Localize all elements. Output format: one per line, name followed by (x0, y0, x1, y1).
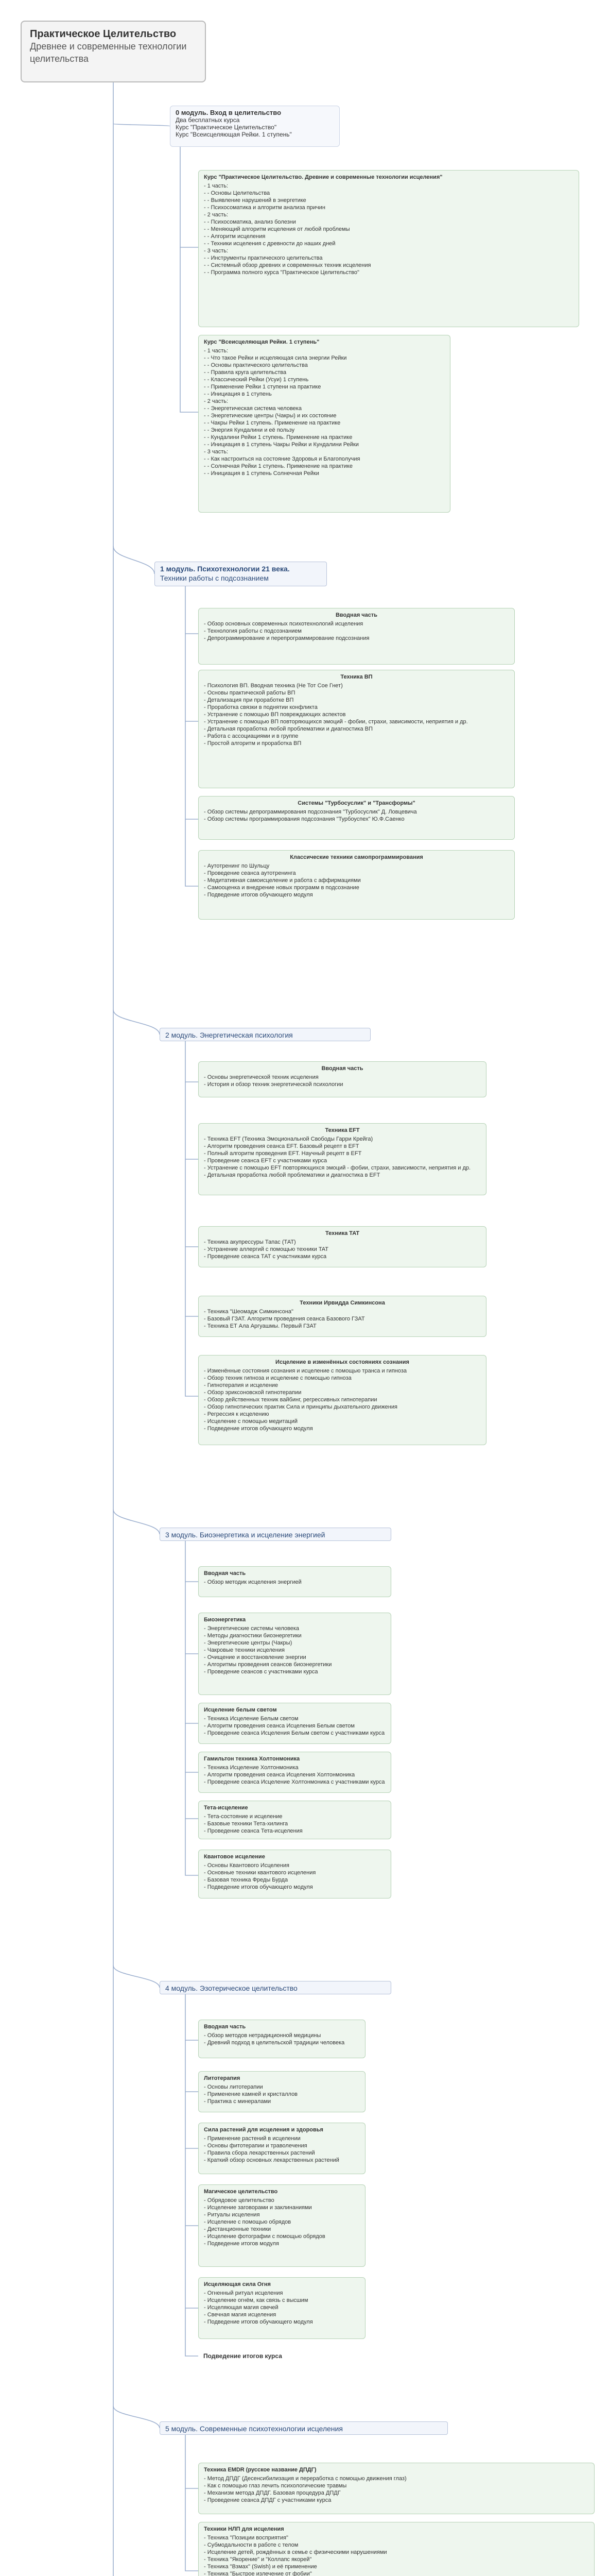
root-title: Практическое Целительство (30, 28, 177, 40)
connector (185, 1041, 198, 1082)
course1-card-item: - 2 часть: (204, 211, 573, 218)
m1-intro-card (198, 608, 515, 665)
course2-card-item: - 1 часть: (204, 347, 445, 354)
m5-emdr-card-item: - Механизм метода ДПДГ. Базовая процедура ДПДГ (204, 2489, 589, 2497)
m4-fire-card-items (204, 2290, 360, 2326)
root-node (21, 21, 206, 82)
m5-emdr-card (198, 2463, 595, 2514)
course2-card-item: - 3 часть: (204, 448, 445, 455)
course2-card-items (204, 347, 445, 477)
connector (185, 2148, 198, 2226)
m2-simko-card-item: - Техника "Шеомадж Симкинсона" (204, 1308, 481, 1315)
m2-states-card-item: - Исцеление с помощью медитаций (204, 1418, 481, 1425)
course2-card-item: - - Правила круга целительства (204, 369, 445, 376)
m1-intro-card-item: - Обзор основных современных психотехнологий исцеления (204, 620, 509, 628)
m2-simko-card-items (204, 1308, 481, 1330)
m4-magic-card-items (204, 2197, 360, 2247)
m3-golden-card-item: - Алгоритм проведения сеанса Исцеления Холтонмоника (204, 1771, 386, 1778)
m3-theta-card-title: Тета-исцеление (204, 1805, 248, 1811)
m4-fire-card-item: - Исцеление огнём, как связь с высшим (204, 2297, 360, 2304)
m4-fire-card-item: - Свечная магия исцеления (204, 2311, 360, 2318)
m4-magic-card-item: - Ритуалы исцеления (204, 2211, 360, 2218)
m3-bio-card-item: - Чакровые техники исцеления (204, 1647, 386, 1654)
module0-box[interactable] (170, 106, 340, 147)
m4-lith-card (198, 2071, 366, 2112)
m3-quantum-card-item: - Базовая техника Фреды Бурда (204, 1876, 386, 1884)
m2-states-card-item: - Обзор гипнотических практик Сила и принципы дыхательного движения (204, 1403, 481, 1411)
connector (185, 2040, 198, 2092)
m5-nlp-card-item: - Техника "Взмах" (Swish) и её применение (204, 2563, 589, 2570)
connector (185, 1723, 198, 1772)
m3-golden-card-title: Гамильтон техника Холтонмоника (204, 1756, 300, 1762)
m3-bio-card-item: - Проведение сеансов с участниками курса (204, 1668, 386, 1675)
m3-quantum-card-title: Квантовое исцеление (204, 1854, 265, 1860)
m2-states-card-items (204, 1367, 481, 1432)
m5-nlp-card (198, 2522, 595, 2576)
connector (185, 2308, 198, 2356)
root-subtitle: Древнее и современные технологии целительства (30, 41, 187, 64)
m4-magic-card-item: - Подведение итогов модуля (204, 2240, 360, 2247)
connector (113, 1010, 160, 1035)
connector (113, 1965, 160, 1988)
m2-states-card-item: - Обзор действенных техник вайбинг, регрессивных гипнотерапии (204, 1396, 481, 1403)
m4-lith-card-title: Литотерапия (204, 2075, 240, 2081)
m2-eft-card-items (204, 1136, 481, 1179)
course1-card-item: - - Системный обзор древних и современных техник исцеления (204, 262, 573, 269)
connector (185, 1654, 198, 1723)
m1-turbo-card-item: - Обзор системы депрограммирования подсознания "Турбосуслик" Д. Ловцевича (204, 808, 509, 816)
m1-intro-card-item: - Депрограммирование и перепрограммирование подсознания (204, 635, 509, 642)
m2-states-card-title: Исцеление в изменённых состояниях сознания (275, 1359, 409, 1365)
m4-lith-card-items (204, 2083, 360, 2105)
course2-card-item: - - Что такое Рейки и исцеляющая сила энергии Рейки (204, 354, 445, 362)
m4-magic-card (198, 2184, 366, 2267)
module1-sub: Техники работы с подсознанием (160, 574, 269, 582)
m4-magic-card-item: - Дистанционные техники (204, 2226, 360, 2233)
connector (185, 1582, 198, 1654)
m1-classic-card-item: - Самооценка и внедрение новых программ в подсознание (204, 884, 509, 891)
m4-fire-card-item: - Исцеляющая магия свечей (204, 2304, 360, 2311)
m1-tvp-card-item: - Устранение с помощью ВП повторяющихся эмоций - фобии, страхи, зависимости, неприятия и др. (204, 718, 509, 725)
course2-card (198, 335, 450, 513)
m2-intro-card-item: - Основы энергетической техник исцеления (204, 1074, 481, 1081)
m2-simko-card-item: - Техника ЕТ Ала Аргуашмы. Первый ГЗАТ (204, 1323, 481, 1330)
m5-nlp-card-items (204, 2534, 589, 2576)
m4-magic-card-title: Магическое целительство (204, 2189, 278, 2195)
m4-magic-card-item: - Исцеление фотографии с помощью обрядов (204, 2233, 360, 2240)
module1-label: 1 модуль. Психотехнологии 21 века. (160, 565, 290, 573)
m3-white-card-item: - Алгоритм проведения сеанса Исцеления Белым светом (204, 1722, 386, 1730)
m2-states-card-item: - Подведение итогов обучающего модуля (204, 1425, 481, 1432)
m3-white-card-item: - Техника Исцеление Белым светом (204, 1715, 386, 1722)
course1-card-item: - - Основы Целительства (204, 190, 573, 197)
connector (180, 147, 198, 247)
m5-nlp-card-item: - Субмодальности в работе с телом (204, 2541, 589, 2549)
course2-card-item: - - Как настроиться на состояние Здоровья и Благополучия (204, 455, 445, 463)
m4-intro-card-items (204, 2032, 360, 2046)
course1-card-item: - - Меняющий алгоритм исцеления от любой проблемы (204, 226, 573, 233)
m1-classic-card-item: - Проведение сеанса аутотренинга (204, 870, 509, 877)
course2-card-title: Курс "Всеисцеляющая Рейки. 1 ступень" (204, 339, 320, 345)
course1-card-item: - - Техники исцеления с древности до наших дней (204, 240, 573, 247)
connector (185, 1159, 198, 1247)
m1-tvp-card-item: - Детализация при проработке ВП (204, 697, 509, 704)
connector (113, 546, 154, 574)
m1-turbo-card (198, 796, 515, 840)
course2-card-item: - - Классический Рейки (Усуи) 1 ступень (204, 376, 445, 383)
connector (113, 124, 170, 126)
m3-theta-card-item: - Проведение сеанса Тета-исцеления (204, 1827, 386, 1835)
course2-card-item: - - Основы практического целительства (204, 362, 445, 369)
course2-card-item: - - Инициация в 1 ступень (204, 391, 445, 398)
m3-theta-card-items (204, 1813, 386, 1835)
m1-tvp-card-item: - Основы практической работы ВП (204, 689, 509, 697)
course2-card-item: - 2 часть: (204, 398, 445, 405)
course2-card-item: - - Энергетическая система человека (204, 405, 445, 412)
m4-fire-card-title: Исцеляющая сила Огня (204, 2281, 271, 2287)
course1-card-items (204, 182, 573, 276)
m4-magic-card-item: - Исцеление с помощью обрядов (204, 2218, 360, 2226)
m3-golden-card-item: - Проведение сеанса Исцеление Холтонмоника с участниками курса (204, 1778, 386, 1786)
m3-intro-card (198, 1566, 391, 1597)
m2-intro-card (198, 1061, 486, 1097)
m5-emdr-card-item: - Проведение сеанса ДПДГ с участниками курса (204, 2497, 589, 2504)
connector (185, 2435, 198, 2488)
connector (185, 586, 198, 634)
course1-card-title: Курс "Практическое Целительство. Древние и современные технологии исцеления" (204, 174, 443, 180)
connector (185, 2092, 198, 2148)
course1-card (198, 170, 579, 327)
m4-intro-card-item: - Обзор методов нетрадиционной медицины (204, 2032, 360, 2039)
m3-intro-card-item: - Обзор методик исцеления энергией (204, 1579, 386, 1586)
m3-quantum-card-item: - Основы Квантового Исцеления (204, 1862, 386, 1869)
m5-nlp-card-title: Техники НЛП для исцеления (204, 2526, 284, 2532)
m3-bio-card-item: - Энергетические системы человека (204, 1625, 386, 1632)
m4-intro-card-item: - Древний подход в целительской традиции человека (204, 2039, 360, 2046)
m2-eft-card-item: - Детальная проработка любой проблематики и диагностика в EFT (204, 1172, 481, 1179)
m2-states-card-item: - Гипнотерапия и исцеление (204, 1382, 481, 1389)
module4-box[interactable]: 4 модуль. Эзотерическое целительство (160, 1981, 391, 1994)
course1-card-item: - - Психосоматика, анализ болезни (204, 218, 573, 226)
module2-box[interactable]: 2 модуль. Энергетическая психология (160, 1028, 371, 1041)
m2-states-card-item: - Обзор эриксоновской гипнотерапии (204, 1389, 481, 1396)
m2-eft-card-item: - Полный алгоритм проведения EFT. Научный рецепт в EFT (204, 1150, 481, 1157)
course2-card-item: - - Чакры Рейки 1 ступень. Применение на практике (204, 419, 445, 427)
m2-tat-card (198, 1226, 486, 1267)
m2-tat-card-item: - Техника акупрессуры Тапас (ТАТ) (204, 1239, 481, 1246)
module0-line: Два бесплатных курса (176, 116, 240, 124)
m3-bio-card-item: - Энергетические центры (Чакры) (204, 1639, 386, 1647)
course2-card-item: - - Энергия Кундалини и её пользу (204, 427, 445, 434)
m2-eft-card-item: - Техника EFT (Техника Эмоциональной Свободы Гарри Крейга) (204, 1136, 481, 1143)
m4-magic-card-item: - Исцеление заговорами и заклинаниями (204, 2204, 360, 2211)
m5-emdr-card-item: - Метод ДПДГ (Десенсибилизация и переработка с помощью движения глаз) (204, 2475, 589, 2482)
m2-simko-card-title: Техники Ирвидда Симкинсона (300, 1300, 385, 1306)
connector (180, 247, 198, 412)
m3-intro-card-title: Вводная часть (204, 1570, 246, 1577)
m2-intro-card-item: - История и обзор техник энергетической психологии (204, 1081, 481, 1088)
m2-intro-card-items (204, 1074, 481, 1088)
m2-eft-card-title: Техника EFT (325, 1127, 360, 1133)
m2-tat-card-items (204, 1239, 481, 1260)
m2-states-card-item: - Изменённые состояния сознания и исцеление с помощью транса и гипноза (204, 1367, 481, 1375)
m2-intro-card-title: Вводная часть (321, 1065, 363, 1072)
m4-intro-card (198, 2020, 366, 2058)
m1-tvp-card-items (204, 682, 509, 747)
m1-tvp-card-title: Техника ВП (340, 674, 373, 680)
course1-card-item: - 3 часть: (204, 247, 573, 255)
m1-tvp-card-item: - Устранение с помощью ВП повреждающих аспектов (204, 711, 509, 718)
connector (185, 1541, 198, 1582)
course2-card-item: - - Кундалини Рейки 1 ступень. Применение на практике (204, 434, 445, 441)
course1-card-item: - 1 часть: (204, 182, 573, 190)
m3-bio-card-items (204, 1625, 386, 1675)
m4-herb-card-item: - Основы фитотерапии и траволечения (204, 2142, 360, 2149)
m1-tvp-card-item: - Проработка связки в поднятии конфликта (204, 704, 509, 711)
m3-white-card-item: - Проведение сеанса Исцеления Белым светом с участниками курса (204, 1730, 386, 1737)
m3-quantum-card-item: - Подведение итогов обучающего модуля (204, 1884, 386, 1891)
m4-herb-card-title: Сила растений для исцеления и здоровья (204, 2127, 323, 2133)
m3-quantum-card (198, 1850, 391, 1899)
connector (185, 1819, 198, 1875)
m4-herb-card-items (204, 2135, 360, 2164)
m1-classic-card-items (204, 862, 509, 899)
m3-bio-card-item: - Очищение и восстановление энергии (204, 1654, 386, 1661)
m3-theta-card (198, 1801, 391, 1839)
connector (185, 819, 198, 886)
connector (185, 2488, 198, 2571)
m2-tat-card-title: Техника TAT (325, 1230, 360, 1236)
module0-label: 0 модуль. Вход в целительство (176, 109, 282, 116)
connector (113, 1510, 160, 1534)
m3-quantum-card-items (204, 1862, 386, 1891)
module5-box[interactable]: 5 модуль. Современные психотехнологии исцеления (160, 2421, 448, 2435)
m3-theta-card-item: - Базовые техники Тета-хилинга (204, 1820, 386, 1827)
connector (185, 721, 198, 819)
m5-nlp-card-item: - Техника "Якорение" и "Коллапс якорей" (204, 2556, 589, 2563)
course1-card-item: - - Выявление нарушений в энергетике (204, 197, 573, 204)
m4-magic-card-item: - Обрядовое целительство (204, 2197, 360, 2204)
m3-golden-card (198, 1752, 391, 1793)
m5-nlp-card-item: - Техника "Позиции восприятия" (204, 2534, 589, 2541)
connector (185, 634, 198, 721)
m4-lith-card-item: - Применение камней и кристаллов (204, 2091, 360, 2098)
m1-turbo-card-item: - Обзор системы программирования подсознания "Турбоуспех" Ю.Ф.Саенко (204, 816, 509, 823)
m5-nlp-card-item: - Исцеление детей, рождённых в семье с физическими нарушениями (204, 2549, 589, 2556)
m2-eft-card-item: - Проведение сеанса EFT с участниками курса (204, 1157, 481, 1164)
m3-bio-card-item: - Алгоритмы проведения сеансов биоэнергетики (204, 1661, 386, 1668)
m1-intro-card-title: Вводная часть (335, 612, 378, 618)
m4-lith-card-item: - Основы литотерапии (204, 2083, 360, 2091)
m4-herb-card-item: - Применение растений в исцелении (204, 2135, 360, 2142)
m4-herb-card (198, 2123, 366, 2174)
m2-states-card-item: - Обзор техник гипноза и исцеление с помощью гипноза (204, 1375, 481, 1382)
m4-herb-card-item: - Правила сбора лекарственных растений (204, 2149, 360, 2157)
m5-nlp-card-item: - Техника "Быстрое излечение от фобии" (204, 2570, 589, 2576)
course2-card-item: - - Энергетические центры (Чакры) и их состояние (204, 412, 445, 419)
m2-eft-card-item: - Алгоритм проведения сеанса EFT. Базовый рецепт в EFT (204, 1143, 481, 1150)
m1-turbo-card-title: Системы "Турбосуслик" и "Трансформы" (298, 800, 415, 806)
m1-classic-card-item: - Подведение итогов обучающего модуля (204, 891, 509, 899)
m1-intro-card-item: - Технология работы с подсознанием (204, 628, 509, 635)
course2-card-item: - - Солнечная Рейки 1 ступень. Применение на практике (204, 463, 445, 470)
connector (185, 1082, 198, 1159)
course2-card-item: - - Инициация в 1 ступень Солнечная Рейки (204, 470, 445, 477)
m4-fire-card (198, 2277, 366, 2339)
m3-bio-card-item: - Методы диагностики биоэнергетики (204, 1632, 386, 1639)
m3-white-card-items (204, 1715, 386, 1737)
connector (185, 1316, 198, 1396)
m2-simko-card (198, 1296, 486, 1337)
m3-intro-card-items (204, 1579, 386, 1586)
m1-tvp-card-item: - Детальная проработка любой проблематики и диагностика ВП (204, 725, 509, 733)
m2-tat-card-item: - Проведение сеанса ТАТ с участниками курса (204, 1253, 481, 1260)
m1-classic-card-title: Классические техники самопрограммирования (290, 854, 423, 860)
connector (185, 1247, 198, 1316)
m1-tvp-card-item: - Работа с ассоциациями и в группе (204, 733, 509, 740)
m4-lith-card-item: - Практика с минералами (204, 2098, 360, 2105)
m4-fire-card-item: - Подведение итогов обучающего модуля (204, 2318, 360, 2326)
module3-box[interactable]: 3 модуль. Биоэнергетика и исцеление энергией (160, 1528, 391, 1541)
m3-white-card (198, 1703, 391, 1744)
connector (113, 2406, 160, 2428)
m4-intro-card-title: Вводная часть (204, 2024, 246, 2030)
m3-golden-card-item: - Техника Исцеление Холтонмоника (204, 1764, 386, 1771)
m3-white-card-title: Исцеление белым светом (204, 1707, 277, 1713)
connector (185, 1772, 198, 1819)
m1-tvp-card-item: - Простой алгоритм и проработка ВП (204, 740, 509, 747)
m3-bio-card-title: Биоэнергетика (204, 1617, 246, 1623)
m2-eft-card (198, 1123, 486, 1195)
course2-card-item: - - Применение Рейки 1 ступени на практике (204, 383, 445, 391)
m4-summary: Подведение итогов курса (203, 2352, 282, 2360)
m5-emdr-card-item: - Как с помощью глаз лечить психологические травмы (204, 2482, 589, 2489)
m2-states-card (198, 1355, 486, 1445)
module0-line: Курс "Всеисцеляющая Рейки. 1 ступень" (176, 131, 292, 138)
m3-theta-card-item: - Тета-состояние и исцеление (204, 1813, 386, 1820)
m1-tvp-card (198, 670, 515, 788)
course2-card-item: - - Инициация в 1 ступень Чакры Рейки и Кундалини Рейки (204, 441, 445, 448)
m1-tvp-card-item: - Психология ВП. Вводная техника (Не Тот Сое Гнет) (204, 682, 509, 689)
module1-box[interactable] (154, 562, 327, 586)
m3-bio-card (198, 1613, 391, 1695)
m4-fire-card-item: - Огненный ритуал исцеления (204, 2290, 360, 2297)
m1-intro-card-items (204, 620, 509, 642)
m2-eft-card-item: - Устранение с помощью EFT повторяющихся эмоций - фобии, страхи, зависимости, неприятия и др. (204, 1164, 481, 1172)
m2-states-card-item: - Регрессия к исцелению (204, 1411, 481, 1418)
course1-card-item: - - Инструменты практического целительства (204, 255, 573, 262)
m2-simko-card-item: - Базовый ГЗАТ. Алгоритм проведения сеанса Базового ГЗАТ (204, 1315, 481, 1323)
m1-classic-card-item: - Медитативная самоисцеление и работа с аффирмациями (204, 877, 509, 884)
course1-card-item: - - Алгоритм исцеления (204, 233, 573, 240)
m5-emdr-card-title: Техника EMDR (русское название ДПДГ) (204, 2467, 317, 2473)
m3-golden-card-items (204, 1764, 386, 1786)
m5-emdr-card-items (204, 2475, 589, 2504)
m1-turbo-card-items (204, 808, 509, 823)
course1-card-item: - - Психосоматика и алгоритм анализа причин (204, 204, 573, 211)
connector (185, 2226, 198, 2308)
m2-tat-card-item: - Устранение аллергий с помощью техники TAT (204, 1246, 481, 1253)
m1-classic-card (198, 850, 515, 920)
connector (185, 1994, 198, 2040)
m3-quantum-card-item: - Основные техники квантового исцеления (204, 1869, 386, 1876)
m1-classic-card-item: - Аутотренинг по Шульцу (204, 862, 509, 870)
m4-herb-card-item: - Краткий обзор основных лекарственных растений (204, 2157, 360, 2164)
course1-card-item: - - Программа полного курса "Практическое Целительство" (204, 269, 573, 276)
module0-line: Курс "Практическое Целительство" (176, 124, 277, 131)
